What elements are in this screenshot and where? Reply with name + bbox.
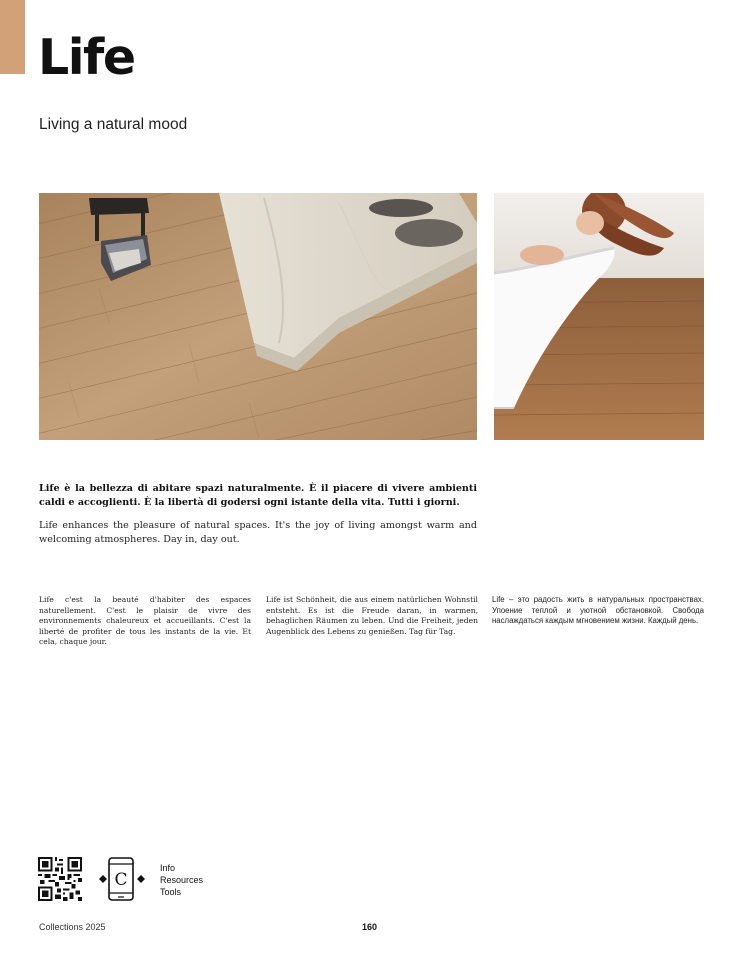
- page-number: 160: [362, 922, 378, 932]
- link-info[interactable]: Info: [160, 863, 176, 873]
- link-tools[interactable]: Tools: [160, 887, 182, 897]
- section-tab: [0, 0, 25, 74]
- text-french: Life c'est la beauté d'habiter des espaces naturellement. C'est le plaisir de vivre des environnements chaleureux et accueillants. C'est la liberté de profiter de tous les instants de la vie. Et cela, chaque jour.: [39, 595, 251, 647]
- footer-collection: Collections 2025: [39, 922, 106, 932]
- diamond-left-icon: [99, 875, 107, 883]
- text-russian: Life – это радость жить в натуральных пространствах. Упоение теплой и уютной обстановкой. Свобода наслаждаться каждым мгновением жизни. Каждый день.: [492, 595, 704, 626]
- bedroom-floor-photo: [39, 193, 477, 440]
- mobile-app-icon[interactable]: [95, 856, 149, 902]
- diamond-right-icon: [137, 875, 145, 883]
- phone-letter: C: [114, 870, 128, 890]
- text-german: Life ist Schönheit, die aus einem natürlichen Wohnstil entsteht. Es ist die Freude daran, in warmen, behaglichen Räumen zu leben. Und die Freiheit, jeden Augenblick des Lebens zu genießen. Tag für Tag.: [266, 595, 478, 636]
- bathtub-photo: [494, 193, 704, 440]
- page-subtitle: Living a natural mood: [39, 116, 188, 133]
- link-resources[interactable]: Resources: [160, 875, 204, 885]
- tools-links: [160, 862, 203, 898]
- intro-italian: Life è la bellezza di abitare spazi naturalmente. È il piacere di vivere ambienti caldi e accoglienti. È la libertà di godersi ogni istante della vita. Tutti i giorni.: [39, 483, 477, 508]
- qr-code-icon[interactable]: [38, 857, 82, 901]
- intro-english: Life enhances the pleasure of natural spaces. It's the joy of living amongst warm and welcoming atmospheres. Day in, day out.: [39, 520, 477, 545]
- page-title: Life: [38, 29, 135, 86]
